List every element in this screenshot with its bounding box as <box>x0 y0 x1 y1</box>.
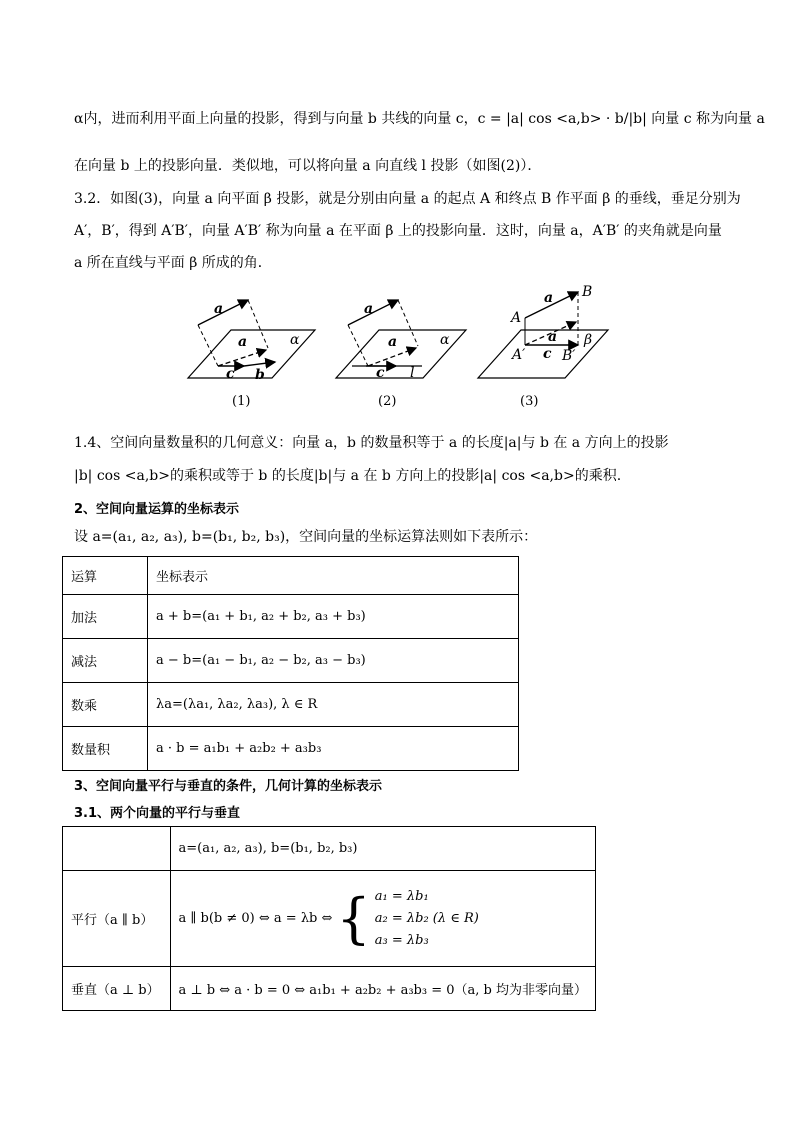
parallel-expression: a ∥ b(b ≠ 0) ⇔ a = λb ⇔ <box>178 911 333 926</box>
row0-vectors: a=(a₁, a₂, a₃), b=(b₁, b₂, b₃) <box>170 827 595 871</box>
header-operation: 运算 <box>63 557 148 595</box>
label-A-3: A <box>511 310 522 326</box>
label-A1-3: A′ <box>512 347 526 363</box>
section-2-intro: 设 a=(a₁, a₂, a₃), b=(b₁, b₂, b₃)，空间向量的坐标运算法则如下表所示： <box>74 529 538 545</box>
section-3-2-line-1: 3.2．如图(3)，向量 a 向平面 β 投影，就是分别由向量 a 的起点 A 和终点 B 作平面 β 的垂线，垂足分别为 <box>74 191 741 207</box>
parallel-perpendicular-table <box>62 826 596 1011</box>
label-B1-3: B′ <box>562 348 576 364</box>
dash-2b <box>398 300 418 346</box>
row-scalar-formula: λa=(λa₁, λa₂, λa₃), λ ∈ R <box>148 683 519 727</box>
row-sub-formula: a − b=(a₁ − b₁, a₂ − b₂, a₃ − b₃) <box>148 639 519 683</box>
row-scalar-label: 数乘 <box>63 683 148 727</box>
label-a-1: a <box>214 301 224 317</box>
label-beta-3: β <box>584 332 593 348</box>
coordinate-operations-table <box>62 556 519 771</box>
label-a-3: a <box>544 290 554 306</box>
figure-caption-2: (2) <box>378 394 397 409</box>
label-c-1: c <box>226 366 235 382</box>
figure-3 <box>478 284 608 378</box>
row0-empty <box>63 827 171 871</box>
section-2-heading: 2、空间向量运算的坐标表示 <box>74 502 240 517</box>
row-dot-label: 数量积 <box>63 727 148 771</box>
equation-system <box>375 886 479 952</box>
perpendicular-condition: a ⊥ b ⇔ a · b = 0 ⇔ a₁b₁ + a₂b₂ + a₃b₃ = 0（a, b 均为非零向量） <box>170 967 595 1011</box>
label-a-proj-2: a <box>388 334 398 350</box>
row-sub-label: 减法 <box>63 639 148 683</box>
label-c-2: c <box>376 365 385 381</box>
left-brace: { <box>336 886 371 950</box>
row-dot-formula: a · b = a₁b₁ + a₂b₂ + a₃b₃ <box>148 727 519 771</box>
section-3-1-heading: 3.1、两个向量的平行与垂直 <box>74 806 241 821</box>
figure-caption-1: (1) <box>232 394 251 409</box>
row-add-formula: a + b=(a₁ + b₁, a₂ + b₂, a₃ + b₃) <box>148 595 519 639</box>
section-3-heading: 3、空间向量平行与垂直的条件，几何计算的坐标表示 <box>74 779 383 794</box>
vector-b-1 <box>244 362 275 366</box>
equation-1: a₁ = λb₁ <box>374 888 429 904</box>
equation-3: a₃ = λb₃ <box>374 932 429 948</box>
section-3-2-line-3: a 所在直线与平面 β 所成的角． <box>74 255 272 271</box>
section-1-4-line-2: |b| cos <a,b>的乘积或等于 b 的长度|b|与 a 在 b 方向上的投影|a| cos <a,b>的乘积. <box>74 468 622 484</box>
parallel-label: 平行（a ∥ b） <box>63 871 171 967</box>
label-alpha-2: α <box>440 332 450 348</box>
equation-2: a₂ = λb₂ (λ ∈ R) <box>374 910 479 926</box>
perpendicular-label: 垂直（a ⊥ b） <box>63 967 171 1011</box>
dash-1b <box>248 300 268 348</box>
row-add-label: 加法 <box>63 595 148 639</box>
header-coordinate: 坐标表示 <box>148 557 519 595</box>
projection-figures <box>0 280 794 390</box>
label-c-3: c <box>543 346 552 362</box>
figure-1 <box>188 300 315 383</box>
parallel-condition <box>170 871 595 967</box>
dash-1a <box>198 325 218 366</box>
projection-text-line-2: 在向量 b 上的投影向量．类似地，可以将向量 a 向直线 l 投影（如图(2)）． <box>74 158 542 174</box>
label-a-2: a <box>364 301 374 317</box>
label-b-1: b <box>255 367 265 383</box>
figure-2 <box>336 300 466 381</box>
section-3-2-line-2: A′，B′，得到 A′B′，向量 A′B′ 称为向量 a 在平面 β 上的投影向量．这时，向量 a，A′B′ 的夹角就是向量 <box>74 223 722 239</box>
label-alpha-1: α <box>290 332 300 348</box>
label-a-proj-3: a <box>548 329 558 345</box>
label-l-2: l <box>410 365 415 381</box>
label-a-proj-1: a <box>238 334 248 350</box>
section-1-4-line-1: 1.4、空间向量数量积的几何意义：向量 a，b 的数量积等于 a 的长度|a|与 b 在 a 方向上的投影 <box>74 435 669 451</box>
vector-a-proj-2 <box>368 348 416 366</box>
label-B-3: B <box>582 284 593 300</box>
projection-text-line-1: α内，进而利用平面上向量的投影，得到与向量 b 共线的向量 c，c = |a| cos <a,b> · b/|b| 向量 c 称为向量 a <box>74 111 765 127</box>
figure-caption-3: (3) <box>520 394 539 409</box>
